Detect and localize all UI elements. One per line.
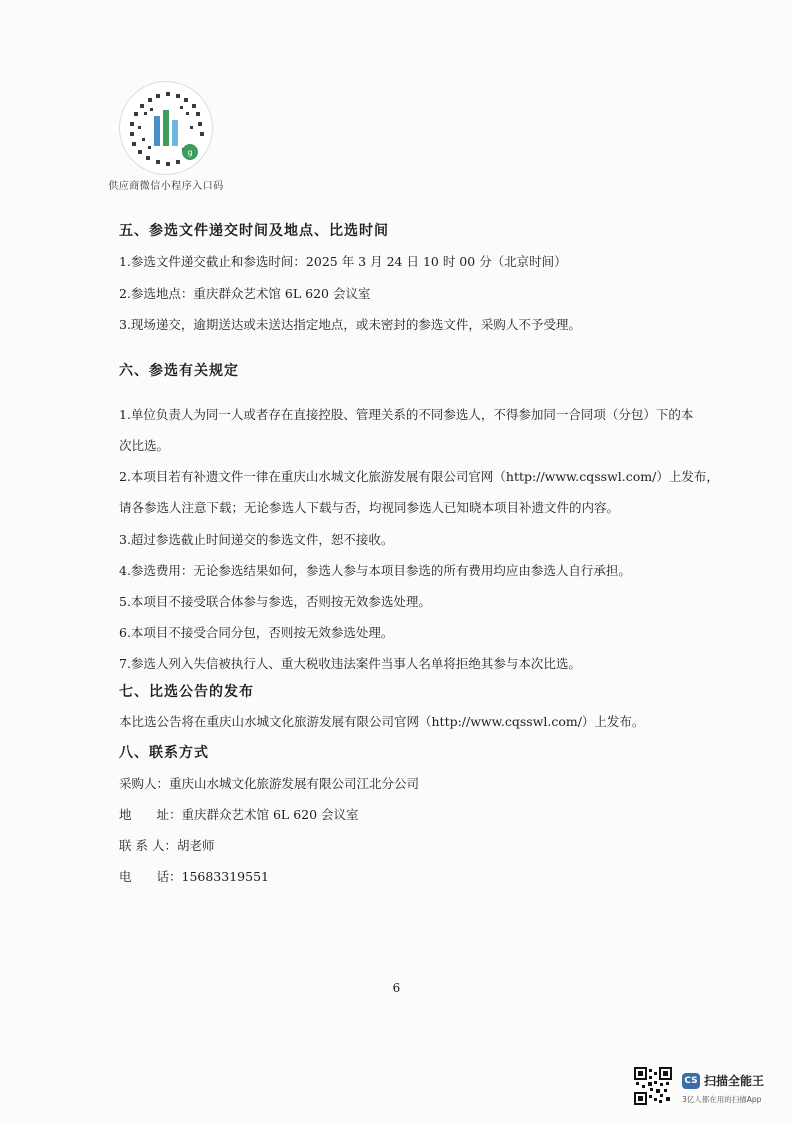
submission-item-2: 2.参选地点：重庆群众艺术馆 6L 620 会议室 [119, 286, 371, 301]
svg-text:g: g [187, 148, 193, 157]
scanner-tagline: 3亿人都在用的扫描App [682, 1095, 762, 1104]
submission-item-1: 1.参选文件递交截止和参选时间：2025 年 3 月 24 日 10 时 00 分（北京时间） [119, 254, 567, 269]
section-heading-submission: 五、参选文件递交时间及地点、比选时间 [119, 223, 389, 239]
rule-line-5: 3.超过参选截止时间递交的参选文件，恕不接收。 [119, 532, 394, 547]
section-heading-publication: 七、比选公告的发布 [119, 684, 254, 700]
rule-line-7: 5.本项目不接受联合体参与参选，否则按无效参选处理。 [119, 594, 431, 609]
section-heading-rules: 六、参选有关规定 [119, 363, 239, 379]
rule-line-9: 7.参选人列入失信被执行人、重大税收违法案件当事人名单将拒绝其参与本次比选。 [119, 656, 581, 671]
rule-line-4: 请各参选人注意下载；无论参选人下载与否，均视同参选人已知晓本项目补遗文件的内容。 [119, 500, 620, 515]
contact-buyer: 采购人：重庆山水城文化旅游发展有限公司江北分公司 [119, 776, 420, 791]
submission-item-3: 3.现场递交，逾期送达或未送达指定地点，或未密封的参选文件，采购人不予受理。 [119, 317, 581, 332]
page-number: 6 [392, 981, 401, 995]
rule-line-6: 4.参选费用：无论参选结果如何，参选人参与本项目参选的所有费用均应由参选人自行承担。 [119, 563, 631, 578]
rule-line-1: 1.单位负责人为同一人或者存在直接控股、管理关系的不同参选人，不得参加同一合同项（分包）下的本 [119, 407, 694, 422]
contact-person: 联 系 人：胡老师 [119, 838, 215, 853]
scanner-brand: 扫描全能王 [704, 1074, 765, 1088]
mini-program-qr [96, 82, 236, 192]
rule-line-8: 6.本项目不接受合同分包，否则按无效参选处理。 [119, 625, 394, 640]
qr-caption: 供应商微信小程序入口码 [108, 181, 224, 192]
section-heading-contact: 八、联系方式 [119, 745, 209, 761]
qr-code-icon [120, 82, 212, 174]
scanner-logo-icon: CS [682, 1073, 700, 1089]
contact-phone: 电 话：15683319551 [119, 869, 269, 884]
watermark-qr-icon [634, 1067, 672, 1105]
contact-address: 地 址：重庆群众艺术馆 6L 620 会议室 [119, 807, 359, 822]
publication-text: 本比选公告将在重庆山水城文化旅游发展有限公司官网（http://www.cqsswl.com/）上发布。 [119, 714, 645, 729]
rule-line-3: 2.本项目若有补遗文件一律在重庆山水城文化旅游发展有限公司官网（http://www.cqsswl.com/）上发布， [119, 469, 719, 484]
rule-line-2: 次比选。 [119, 438, 170, 453]
scanner-watermark [634, 1067, 784, 1112]
